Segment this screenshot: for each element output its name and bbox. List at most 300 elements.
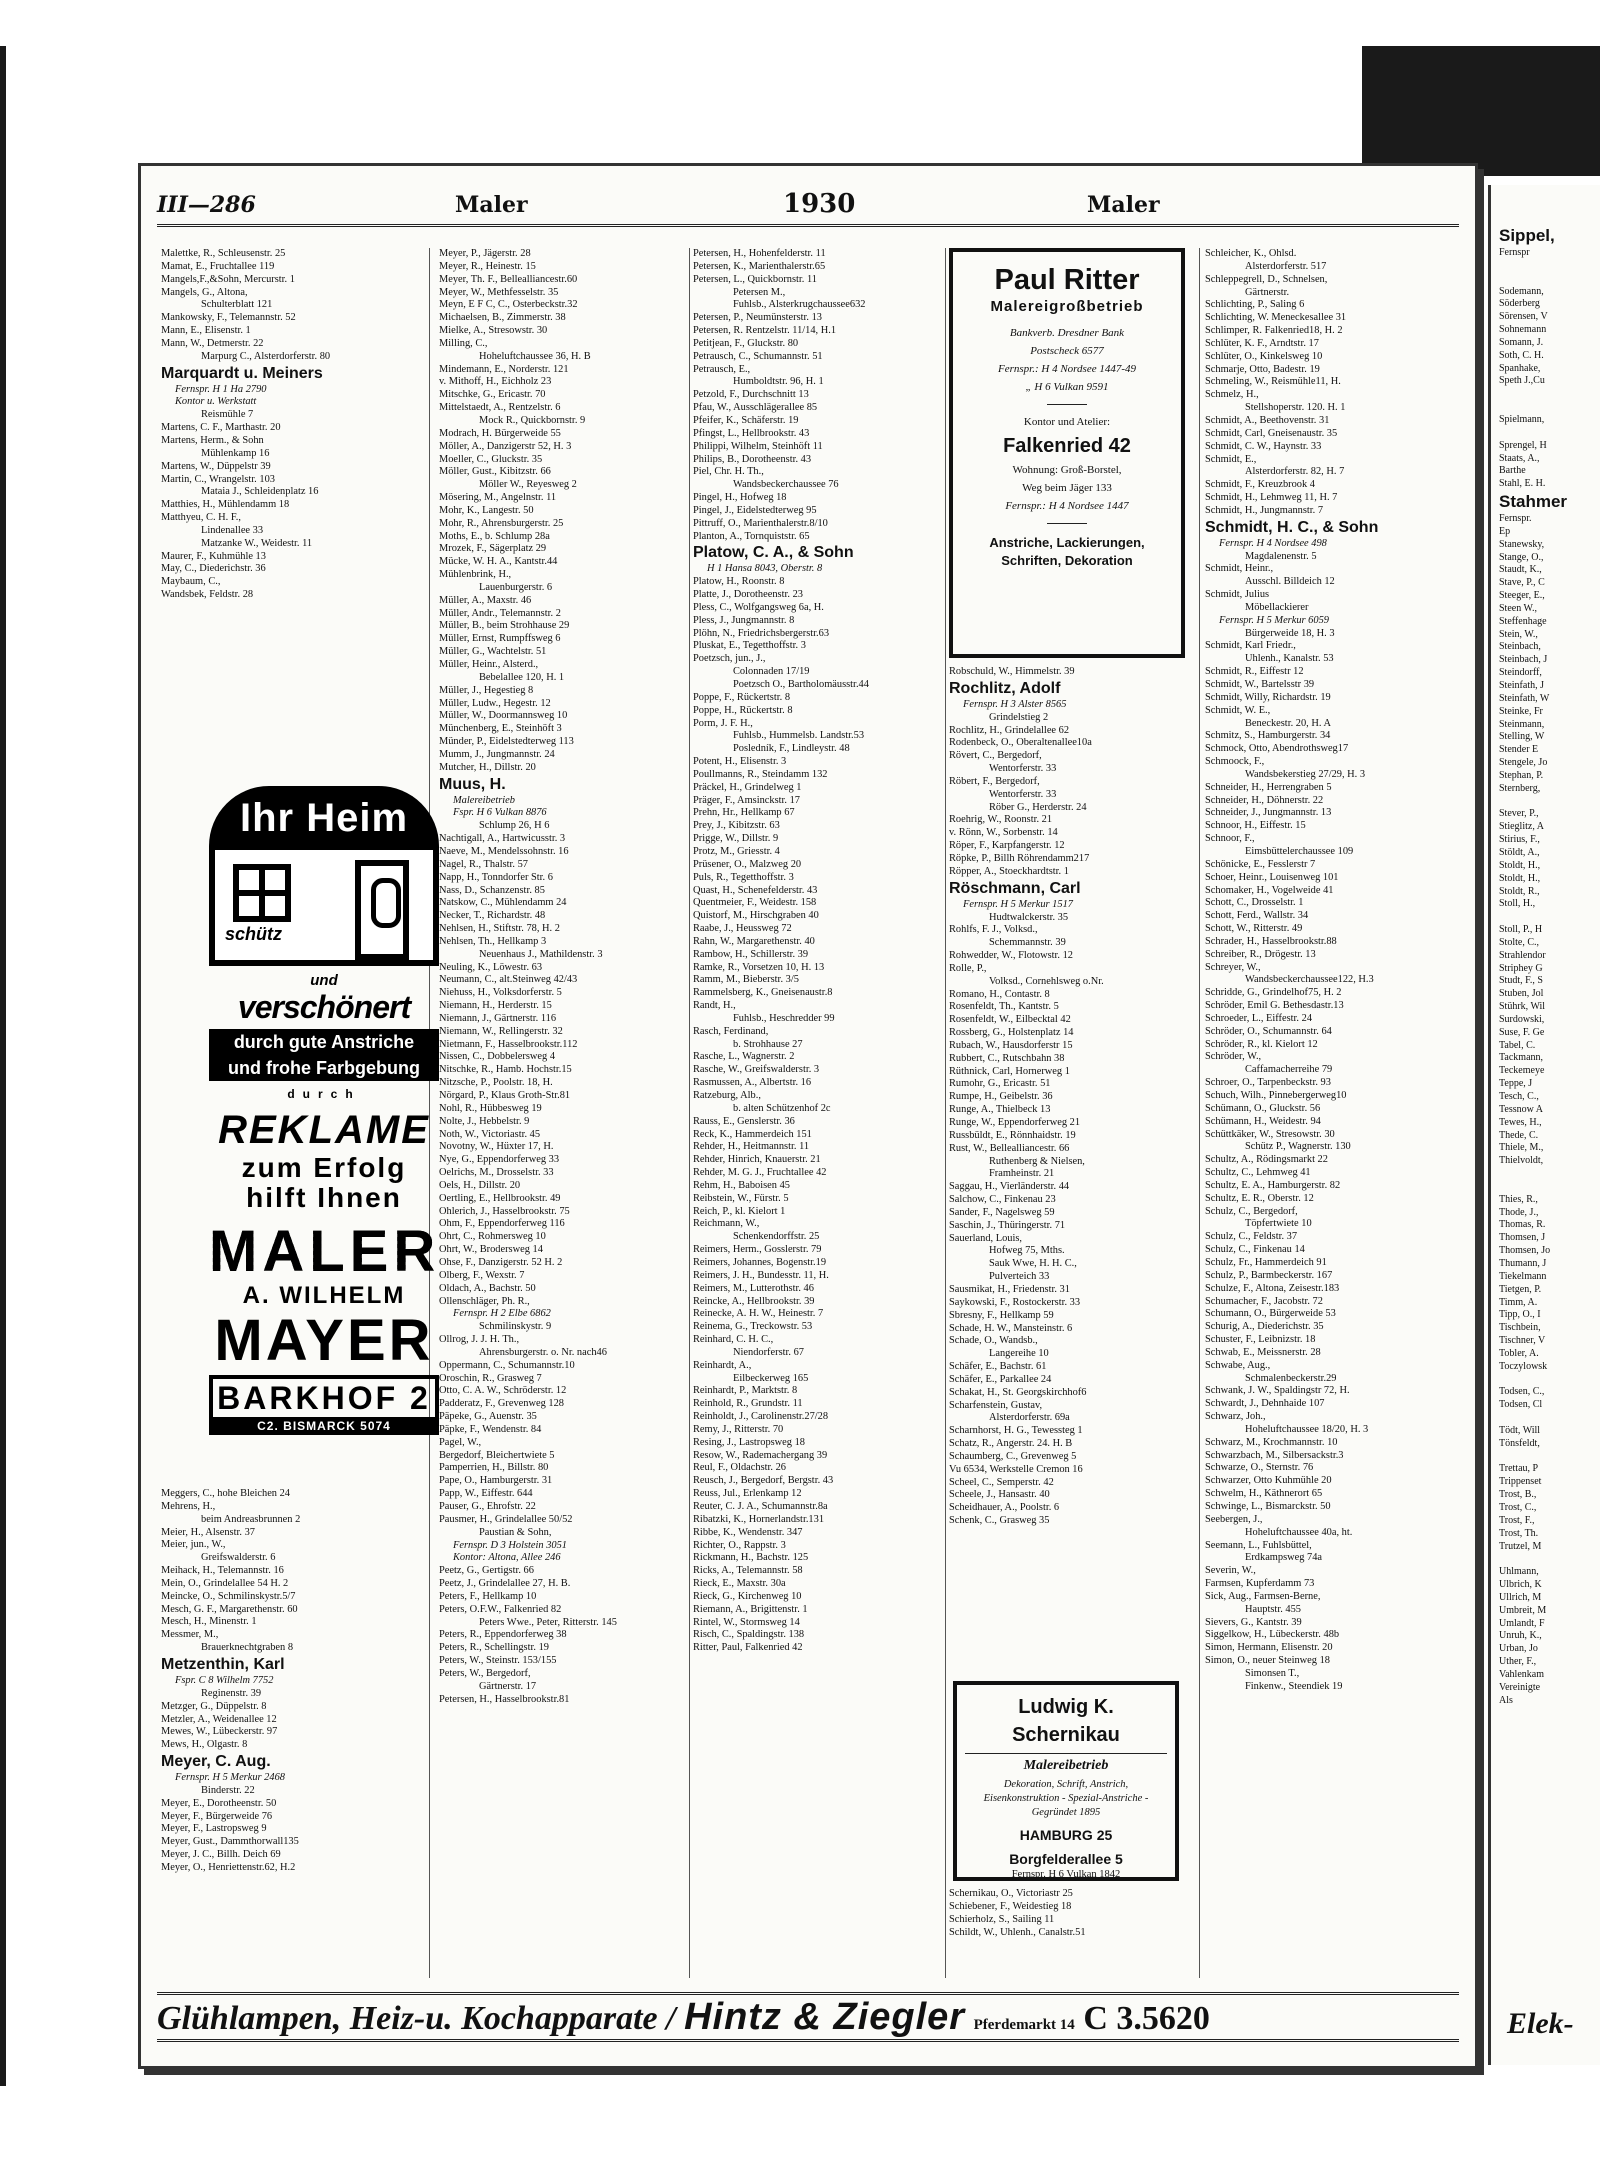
directory-entry: Resing, J., Lastropsweg 18: [693, 1436, 805, 1448]
column-2: [439, 248, 689, 1707]
directory-entry: Thomsen, Jo: [1499, 1245, 1551, 1257]
directory-entry: Severin, W.,: [1205, 1565, 1256, 1577]
directory-entry: Nehlsen, H., Stiftstr. 78, H. 2: [439, 923, 560, 935]
directory-entry: Stahl, E. H.: [1499, 478, 1546, 490]
directory-entry: Saschin, J., Thüringerstr. 71: [949, 1219, 1066, 1231]
directory-entry: Neumann, C., alt.Steinweg 42/43: [439, 974, 578, 986]
directory-entry: Eimsbüttelerchaussee 109: [1245, 845, 1354, 857]
directory-entry: Tewes, H.,: [1499, 1116, 1542, 1128]
directory-entry: Nass, D., Schanzenstr. 85: [439, 884, 545, 896]
directory-entry: beim Andreasbrunnen 2: [201, 1513, 301, 1525]
directory-entry: Piel, Chr. H. Th.,: [693, 466, 764, 478]
directory-entry: Hoheluftchaussee 18/20, H. 3: [1245, 1423, 1369, 1435]
directory-entry: Schulz, Fr., Hammerdeich 91: [1205, 1256, 1327, 1268]
directory-entry: Metzger, G., Düppelstr. 8: [161, 1700, 267, 1712]
ad-paul-ritter: [949, 248, 1185, 658]
ad-phone: C2. BISMARCK 5074: [209, 1417, 439, 1435]
directory-entry: Schmidt, Willy, Richardstr. 19: [1205, 691, 1331, 703]
directory-entry: Philips, B., Dorotheenstr. 43: [693, 453, 812, 465]
directory-entry: Töpfertwiete 10: [1245, 1218, 1312, 1230]
section-title-right: Maler: [1087, 192, 1160, 218]
directory-entry: Raabe, J., Heussweg 72: [693, 923, 792, 935]
directory-entry: Sprengel, H: [1499, 439, 1547, 451]
directory-entry: Mankowsky, F., Telemannstr. 52: [161, 312, 296, 324]
directory-entry: Röpke, P., Billh Röhrendamm217: [949, 852, 1090, 864]
directory-entry: Schmidt, W., Bartelsstr 39: [1205, 679, 1315, 690]
directory-entry: Stengele, Jo: [1499, 757, 1548, 769]
directory-entry: [1499, 401, 1567, 414]
directory-entry: Resow, W., Rademachergang 39: [693, 1449, 828, 1461]
directory-entry: Schott, C., Drosselstr. 1: [1205, 897, 1304, 909]
directory-entry: Tobler, A.: [1499, 1347, 1539, 1359]
directory-entry: Studt, F., S: [1499, 975, 1543, 987]
directory-entry: Reuss, Jul., Erlenkamp 12: [693, 1488, 802, 1500]
directory-entry: Mösering, M., Angelnstr. 11: [439, 492, 557, 504]
directory-entry: Umbreit, M: [1499, 1604, 1547, 1616]
directory-entry: Pluskat, E., Tegetthoffstr. 3: [693, 640, 806, 652]
directory-entry: Rasche, W., Greifswalderstr. 3: [693, 1064, 820, 1076]
directory-entry: [1499, 427, 1567, 440]
ad-postcheck: Postscheck 6577: [1030, 345, 1104, 357]
directory-entry: Müller, J., Hegestieg 8: [439, 684, 534, 696]
directory-entry: Magdalenenstr. 5: [1245, 550, 1317, 562]
directory-entry: Schlichting, P., Saling 6: [1205, 299, 1305, 311]
directory-entry: Hauptstr. 455: [1245, 1603, 1301, 1615]
directory-entry: Prüsener, O., Malzweg 20: [693, 858, 802, 870]
window-icon: [233, 864, 291, 922]
directory-entry: Riemann, A., Brigittenstr. 1: [693, 1603, 808, 1615]
directory-entry: Porm, J. F. H.,: [693, 717, 753, 729]
directory-entry: Ohrt, C., Rohmersweg 10: [439, 1231, 546, 1243]
directory-entry: Simonsen T.,: [1245, 1667, 1300, 1679]
directory-entry: Tackmann,: [1499, 1052, 1544, 1064]
directory-entry: Reibstein, W., Fürstr. 5: [693, 1192, 789, 1204]
directory-entry: [1499, 911, 1567, 924]
directory-entry: Fernspr. H 2 Elbe 6862: [453, 1308, 551, 1320]
directory-entry: Thiele, M.,: [1499, 1142, 1544, 1154]
directory-entry: Reinema, G., Treckowstr. 53: [693, 1321, 813, 1333]
directory-entry: Soth, C. H.: [1499, 349, 1544, 361]
directory-entry: v. Mithoff, H., Eichholz 23: [439, 376, 552, 388]
directory-entry: Vahlenkam: [1499, 1668, 1544, 1680]
directory-entry: [1499, 1181, 1567, 1194]
directory-entry: Schulze, F., Altona, Zeisestr.183: [1205, 1282, 1340, 1294]
directory-entry: Rubach, W., Hausdorferstr 15: [949, 1039, 1073, 1051]
directory-entry: Mutcher, H., Dillstr. 20: [439, 761, 536, 773]
directory-entry: Schultz, E. A., Hamburgerstr. 82: [1205, 1179, 1341, 1191]
directory-entry: Ramm, M., Bieberstr. 3/5: [693, 974, 799, 986]
directory-entry: Schnoor, H., Eiffestr. 15: [1205, 820, 1306, 832]
directory-entry: Fspr. C 8 Wilhelm 7752: [175, 1674, 274, 1686]
directory-entry: Marquardt u. Meiners: [161, 364, 323, 382]
directory-entry: Mann, W., Detmerstr. 22: [161, 337, 264, 349]
directory-entry: Pfau, W., Ausschlägerallee 85: [693, 402, 818, 414]
ad-services: Dekoration, Schrift, Anstrich, Eisenkonstruktion - Spezial-Anstriche - Gegründet 1895: [983, 1779, 1149, 1818]
directory-entry: Finkenw., Steendiek 19: [1245, 1680, 1343, 1692]
directory-entry: Ohse, F., Danzigerstr. 52 H. 2: [439, 1256, 563, 1268]
directory-entry: Ep: [1499, 525, 1511, 537]
directory-entry: Trost, Th.: [1499, 1527, 1539, 1539]
directory-entry: Tabel, C.: [1499, 1039, 1536, 1051]
directory-entry: Pulverteich 33: [989, 1271, 1050, 1283]
directory-entry: Rickmann, H., Bachstr. 125: [693, 1552, 809, 1564]
directory-entry: Matthyeu, C. H. F.,: [161, 512, 241, 524]
directory-entry: Romano, H., Contastr. 8: [949, 988, 1050, 1000]
directory-entry: Modrach, H. Bürgerweide 55: [439, 427, 561, 439]
directory-entry: Stellshoperstr. 120. H. 1: [1245, 402, 1346, 414]
directory-entry: Röber G., Herderstr. 24: [989, 801, 1087, 813]
ad-business: Malereibetrieb: [1023, 1758, 1109, 1773]
directory-entry: Petersen, L., Quickbornstr. 11: [693, 273, 817, 285]
directory-entry: Präger, F., Amsinckstr. 17: [693, 794, 800, 806]
directory-entry: Todsen, Cl: [1499, 1399, 1543, 1411]
directory-entry: Schade, O., Wandsb.,: [949, 1335, 1038, 1347]
directory-entry: [1499, 1451, 1567, 1464]
directory-entry: Spielmann,: [1499, 413, 1545, 425]
directory-entry: Peters, R., Eppendorferweg 38: [439, 1629, 567, 1641]
directory-entry: Staats, A.,: [1499, 452, 1540, 464]
directory-entry: Schleicher, K., Ohlsd.: [1205, 248, 1297, 259]
directory-entry: Thede, C.: [1499, 1129, 1539, 1141]
directory-entry: Ramke, R., Vorsetzen 10, H. 13: [693, 961, 825, 973]
directory-entry: [1499, 1412, 1567, 1425]
directory-entry: Meyer, Gust., Dammthorwall135: [161, 1836, 299, 1848]
directory-entry: Posledník, F., Lindleystr. 48: [733, 743, 850, 755]
ad-home-street: Weg beim Jäger 133: [1022, 482, 1112, 494]
directory-entry: Schwelm, H., Käthnerort 65: [1205, 1488, 1323, 1500]
directory-entry: Nachtigall, A., Hartwicusstr. 3: [439, 833, 566, 845]
directory-entry: Thielvoldt,: [1499, 1155, 1544, 1167]
directory-entry: Müller, B., beim Strohhause 29: [439, 620, 570, 632]
directory-entry: Pagel, W.,: [439, 1436, 482, 1448]
directory-entry: Mesch, G. F., Margarethenstr. 60: [161, 1603, 298, 1615]
directory-entry: Vu 6534, Werkstelle Cremon 16: [949, 1463, 1083, 1475]
directory-entry: Peters, O.F.W., Falkenried 82: [439, 1603, 562, 1615]
directory-entry: Mann, E., Elisenstr. 1: [161, 325, 251, 337]
directory-entry: Thomsen, J: [1499, 1232, 1546, 1244]
directory-entry: Sodemann,: [1499, 285, 1544, 297]
directory-entry: Nye, G., Eppendorferweg 33: [439, 1154, 560, 1166]
directory-entry: Wandsbeckerchaussee122, H.3: [1245, 974, 1374, 986]
directory-entry: Poppe, F., Rückertstr. 8: [693, 691, 791, 703]
directory-entry: Reinholdt, J., Carolinenstr.27/28: [693, 1411, 829, 1423]
directory-entry: Hudtwalckerstr. 35: [989, 911, 1069, 923]
directory-entry: Stuben, Jol: [1499, 988, 1544, 1000]
directory-entry: Stöldt, A.,: [1499, 846, 1540, 858]
directory-entry: Tesch, C.,: [1499, 1091, 1539, 1102]
column-4: [949, 666, 1199, 1528]
directory-entry: Teppe, J: [1499, 1078, 1533, 1090]
directory-entry: Schüttkäker, W., Stresowstr. 30: [1205, 1128, 1335, 1140]
directory-entry: Grindelstieg 2: [989, 711, 1049, 723]
directory-entry: Surdowski,: [1499, 1013, 1545, 1025]
ad-bank: Bankverb. Dresdner Bank: [1009, 327, 1125, 339]
directory-entry: Mielke, A., Stresowstr. 30: [439, 325, 548, 337]
directory-entry: Sbresny, F., Hellkamp 59: [949, 1309, 1054, 1321]
directory-entry: Humboldtstr. 96, H. 1: [733, 376, 824, 388]
directory-entry: Als: [1499, 1694, 1513, 1706]
directory-entry: Schröder, R., kl. Kielort 12: [1205, 1038, 1318, 1050]
directory-entry: Sörensen, V: [1499, 311, 1548, 323]
directory-entry: Quentmeier, F., Weidestr. 158: [693, 897, 817, 909]
directory-entry: Scharfenstein, Gustav,: [949, 1399, 1043, 1411]
directory-entry: Tiekelmann: [1499, 1270, 1547, 1282]
directory-entry: Schmidt, A., Beethovenstr. 31: [1205, 414, 1330, 426]
footer-text: Glühlampen, Heiz-u. Kochapparate /: [157, 2000, 676, 2037]
directory-entry: Ollenschläger, Ph. R.,: [439, 1295, 530, 1307]
directory-entry: Schuch, Wilh., Pinnebergerweg10: [1205, 1090, 1347, 1101]
directory-entry: Lauenburgerstr. 6: [479, 581, 553, 593]
directory-entry: Stender E: [1499, 744, 1539, 756]
directory-entry: Pless, J., Jungmannstr. 8: [693, 614, 795, 626]
directory-entry: Schümann, O., Gluckstr. 56: [1205, 1102, 1321, 1114]
ad-address: BARKHOF 2: [209, 1375, 439, 1417]
directory-entry: Stoll, H.,: [1499, 898, 1536, 910]
directory-entry: Schmidt, F., Kreuzbrook 4: [1205, 479, 1315, 491]
directory-entry: Lindenallee 33: [201, 524, 264, 536]
directory-entry: Stein, W.,: [1499, 628, 1538, 640]
directory-entry: Schwabe, Aug.,: [1205, 1359, 1271, 1371]
directory-entry: Wentorferstr. 33: [989, 763, 1057, 775]
directory-entry: Schmidt, H., Lehmweg 11, H. 7: [1205, 492, 1338, 504]
directory-entry: Rodenbeck, O., Oberaltenallee10a: [949, 737, 1092, 749]
directory-entry: Trost, B.,: [1499, 1489, 1537, 1501]
directory-entry: Mehrens, H.,: [161, 1500, 216, 1512]
directory-entry: Tipp, O., I: [1499, 1309, 1541, 1321]
directory-entry: Malettke, R., Schleusenstr. 25: [161, 248, 286, 259]
directory-entry: Schiebener, F., Weidestieg 18: [949, 1900, 1072, 1912]
directory-entry: Schütz P., Wagnerstr. 130: [1245, 1141, 1351, 1153]
directory-entry: Rochlitz, H., Grindelallee 62: [949, 724, 1070, 736]
directory-entry: Mücke, W. H. A., Kantstr.44: [439, 556, 558, 568]
directory-entry: Stoldt, H.,: [1499, 872, 1541, 884]
directory-entry: Schade, H. W., Mansteinstr. 6: [949, 1322, 1073, 1334]
column-divider: [945, 248, 946, 1978]
ad-helps: hilft Ihnen: [246, 1182, 402, 1213]
directory-entry: Nohl, R., Hübbesweg 19: [439, 1102, 542, 1114]
directory-entry: Reincke, A., Hellbrookstr. 39: [693, 1295, 815, 1307]
directory-entry: Schroeder, L., Eiffestr. 24: [1205, 1012, 1313, 1024]
directory-entry: Platte, J., Dorotheenstr. 23: [693, 589, 803, 601]
directory-entry: Trippenset: [1499, 1476, 1542, 1488]
directory-entry: Schott, W., Ritterstr. 49: [1205, 923, 1303, 935]
directory-entry: Schwinge, L., Bismarckstr. 50: [1205, 1501, 1331, 1512]
directory-entry: Bebelallee 120, H. 1: [479, 671, 565, 683]
ad-city: HAMBURG 25: [1019, 1827, 1113, 1843]
directory-entry: Reimers, M., Lutterothstr. 46: [693, 1282, 814, 1294]
directory-entry: Mohr, K., Langestr. 50: [439, 504, 534, 516]
directory-entry: Müller, Heinr., Alsterd.,: [439, 659, 539, 670]
directory-entry: Meyer, O., Henriettenstr.62, H.2: [161, 1861, 296, 1873]
directory-entry: Möller, A., Danzigerstr 52, H. 3: [439, 440, 572, 452]
directory-entry: Ohlerich, J., Hasselbrookstr. 75: [439, 1205, 570, 1217]
directory-entry: Reinecke, A. H. W., Heinestr. 7: [693, 1308, 824, 1320]
directory-entry: Schwarze, O., Sternstr. 76: [1205, 1462, 1314, 1474]
directory-entry: Steinbach, J: [1499, 654, 1548, 666]
directory-entry: Steeger, E.,: [1499, 590, 1545, 602]
ad-firstname: A. WILHELM: [242, 1282, 406, 1309]
directory-entry: Olberg, F., Wexstr. 7: [439, 1269, 525, 1281]
directory-entry: Nagel, R., Thalstr. 57: [439, 858, 528, 870]
directory-entry: Fuhlsb., Alsterkrugchaussee632: [733, 299, 866, 311]
directory-entry: Sievers, G., Kantstr. 39: [1205, 1616, 1302, 1628]
directory-entry: Petitjean, F., Gluckstr. 80: [693, 337, 799, 349]
column-3: [693, 248, 943, 1655]
directory-entry: Müller, G., Wachtelstr. 51: [439, 646, 547, 658]
directory-entry: Ratzeburg, Alb.,: [693, 1090, 761, 1101]
directory-entry: Ahrensburgerstr. o. Nr. nach46: [479, 1346, 607, 1358]
directory-entry: Müller, W., Doormannsweg 10: [439, 710, 568, 722]
directory-entry: Poullmanns, R., Steindamm 132: [693, 768, 828, 780]
directory-entry: Uhlmann,: [1499, 1566, 1539, 1578]
directory-entry: Stephan, P.: [1499, 769, 1544, 781]
directory-entry: Poetzsch O., Bartholomäusstr.44: [733, 679, 869, 690]
directory-entry: Rauss, E., Genslerstr. 36: [693, 1115, 795, 1127]
directory-entry: Wentorferstr. 33: [989, 788, 1057, 800]
directory-entry: Ollrog, J. J. H. Th.,: [439, 1334, 520, 1346]
directory-entry: Schenkendorffstr. 25: [733, 1231, 820, 1243]
directory-entry: Meincke, O., Schmilinskystr.5/7: [161, 1590, 296, 1602]
directory-entry: Malereibetrieb: [453, 794, 515, 806]
ad-business: Malereigroßbetrieb: [990, 298, 1144, 315]
directory-entry: Reichmann, W.,: [693, 1218, 760, 1230]
directory-entry: Müller, Ernst, Rumpffsweg 6: [439, 633, 561, 645]
directory-entry: Metzenthin, Karl: [161, 1655, 285, 1673]
directory-entry: Mamat, E., Fruchtallee 119: [161, 260, 275, 272]
ad-home: Wohnung: Groß-Borstel,: [1012, 464, 1122, 476]
directory-entry: v. Rönn, W., Sorbenstr. 14: [949, 827, 1058, 839]
directory-entry: Schmitz, S., Hamburgerstr. 34: [1205, 730, 1331, 742]
directory-entry: Rövert, C., Bergedorf,: [949, 750, 1042, 762]
directory-entry: Platow, C. A., & Sohn: [693, 544, 854, 562]
directory-entry: Schott, Ferd., Wallstr. 34: [1205, 910, 1309, 922]
directory-entry: Tödt, Will: [1499, 1424, 1541, 1436]
directory-entry: Sohnemann: [1499, 324, 1547, 336]
directory-entry: Schwarz, Joh.,: [1205, 1411, 1266, 1423]
directory-entry: Meier, H., Alsenstr. 37: [161, 1526, 255, 1538]
directory-entry: Mataia J., Schleidenplatz 16: [201, 486, 319, 498]
directory-entry: Reimers, J. H., Bundesstr. 11, H.: [693, 1269, 829, 1281]
column-divider: [1199, 248, 1200, 1978]
directory-entry: Richter, O., Rappstr. 3: [693, 1539, 786, 1551]
directory-entry: Tietgen, P.: [1499, 1283, 1542, 1295]
directory-entry: Meihack, H., Telemannstr. 16: [161, 1565, 284, 1577]
directory-entry: Mrozek, F., Sägerplatz 29: [439, 543, 547, 555]
directory-entry: Risch, C., Spaldingstr. 138: [693, 1629, 805, 1641]
directory-entry: Steinmann,: [1499, 718, 1545, 730]
directory-entry: Stahmer: [1499, 492, 1568, 512]
directory-entry: [1499, 796, 1567, 809]
directory-entry: Erdkampsweg 74a: [1245, 1552, 1323, 1564]
column-1-top: [161, 248, 411, 602]
directory-entry: Maurer, F., Kuhmühle 13: [161, 550, 266, 562]
door-icon: [355, 860, 409, 960]
directory-entry: Meyer, E., Dorotheenstr. 50: [161, 1797, 277, 1809]
directory-entry: Meyer, J. C., Billh. Deich 69: [161, 1849, 281, 1861]
directory-entry: Peetz, G., Gertigstr. 66: [439, 1565, 534, 1577]
directory-entry: Reismühle 7: [201, 409, 254, 421]
directory-entry: Nitzsche, P., Poolstr. 18, H.: [439, 1077, 553, 1089]
directory-entry: Schmeling, W., Reismühle11, H.: [1205, 376, 1341, 388]
directory-entry: Peters, W., Steinstr. 153/155: [439, 1655, 557, 1667]
directory-entry: Schnoor, F.,: [1205, 833, 1255, 845]
directory-entry: Fernspr. H 5 Merkur 6059: [1219, 614, 1329, 626]
directory-entry: Marpurg C., Alsterdorferstr. 80: [201, 350, 331, 362]
directory-entry: Schwank, J. W., Spaldingstr 72, H.: [1205, 1385, 1350, 1397]
directory-entry: Trost, C.,: [1499, 1502, 1537, 1513]
ad-phone: Fernspr. H 6 Vulkan 1842: [1011, 1869, 1121, 1880]
directory-entry: Uther, F.,: [1499, 1656, 1537, 1668]
directory-entry: Petzold, F., Durchschnitt 13: [693, 389, 809, 401]
directory-entry: Schmidt, Karl Friedr.,: [1205, 640, 1296, 652]
directory-entry: Oroschin, R., Grasweg 7: [439, 1372, 542, 1384]
directory-entry: Präckel, H., Grindelweg 1: [693, 781, 802, 793]
directory-entry: Philippi, Wilhelm, Steinhöft 11: [693, 440, 823, 452]
directory-entry: Rehm, H., Baboisen 45: [693, 1179, 790, 1191]
directory-entry: Nietmann, F., Hasselbrookstr.112: [439, 1038, 578, 1050]
directory-entry: Simon, O., neuer Steinweg 18: [1205, 1655, 1330, 1667]
scanner-edge: [0, 46, 6, 2086]
directory-entry: Münder, P., Eidelstedterweg 113: [439, 736, 574, 748]
ad-phone: Fernspr.: H 4 Nordsee 1447: [1005, 500, 1129, 512]
directory-entry: [1499, 388, 1567, 401]
directory-entry: Beneckestr. 20, H. A: [1245, 717, 1331, 729]
directory-entry: Pittruff, O., Marienthalerstr.8/10: [693, 517, 828, 529]
directory-entry: Rohwedder, W., Flotowstr. 12: [949, 950, 1073, 962]
directory-entry: Petersen M.,: [733, 286, 786, 298]
directory-entry: Schroer, O., Tarpenbeckstr. 93: [1205, 1077, 1331, 1089]
directory-entry: Mangels,F.,&Sohn, Mercurstr. 1: [161, 273, 295, 285]
directory-entry: Brauerknechtgraben 8: [201, 1642, 294, 1654]
directory-entry: Stoldt, R.,: [1499, 885, 1540, 897]
directory-entry: Binderstr. 22: [201, 1784, 255, 1796]
directory-entry: Schmock, Otto, Abendrothsweg17: [1205, 743, 1349, 755]
directory-entry: Reul, F., Oldachstr. 26: [693, 1462, 786, 1474]
directory-entry: Steen W.,: [1499, 602, 1538, 614]
directory-entry: Oels, H., Dillstr. 20: [439, 1179, 521, 1191]
directory-entry: Fernspr: [1499, 247, 1530, 258]
directory-entry: Schmilinskystr. 9: [479, 1321, 552, 1333]
directory-entry: Petersen, K., Marienthalerstr.65: [693, 260, 826, 272]
directory-entry: Roehrig, W., Roonstr. 21: [949, 814, 1053, 826]
directory-entry: Schultz, C., Lehmweg 41: [1205, 1167, 1311, 1179]
directory-entry: Schröder, W.,: [1205, 1051, 1262, 1063]
directory-entry: Schröder, O., Schumannstr. 64: [1205, 1025, 1332, 1037]
directory-entry: Müller, Ludw., Hegestr. 12: [439, 697, 551, 709]
ad-protect-word: schütz: [225, 924, 283, 944]
directory-entry: Rust, W., Bellealliancestr. 66: [949, 1142, 1070, 1154]
directory-entry: Ritter, Paul, Falkenried 42: [693, 1642, 803, 1654]
directory-entry: Möbellackierer: [1245, 601, 1309, 613]
directory-entry: Rehder, Hinrich, Knauerstr. 21: [693, 1154, 821, 1166]
directory-entry: Schlump 26, H 6: [479, 820, 550, 832]
directory-entry: Martens, C. F., Marthastr. 20: [161, 422, 281, 434]
directory-entry: [1499, 1374, 1567, 1387]
directory-entry: Schmidt, C. W., Haynstr. 33: [1205, 440, 1322, 452]
directory-entry: Muus, H.: [439, 775, 506, 793]
directory-entry: Stanewsky,: [1499, 538, 1545, 550]
directory-entry: Peters, R., Schellingstr. 19: [439, 1642, 549, 1654]
directory-entry: Kontor u. Werkstatt: [175, 396, 257, 408]
directory-entry: Ohm, F., Eppendorferweg 116: [439, 1218, 565, 1230]
directory-entry: Stieglitz, A: [1499, 821, 1544, 833]
directory-entry: Ohrt, W., Brodersweg 14: [439, 1244, 543, 1256]
directory-entry: Strahlendor: [1499, 949, 1546, 961]
directory-entry: Moths, E., b. Schlump 28a: [439, 530, 550, 542]
directory-entry: Thomas, R.: [1499, 1219, 1546, 1231]
directory-entry: Rambow, H., Schillerstr. 39: [693, 948, 809, 960]
directory-entry: Mumm, J., Jungmannstr. 24: [439, 748, 555, 760]
